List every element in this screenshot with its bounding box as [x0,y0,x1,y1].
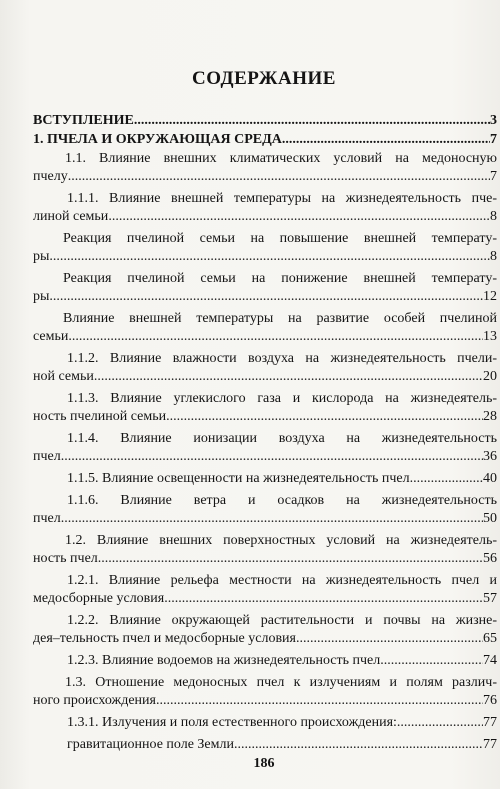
toc-entry-text: Влияние внешней температуры на развитие особей пчелиной [63,311,497,326]
toc-entry-text: медосборные условия [33,591,165,606]
toc-page-number: 3 [490,113,497,128]
toc-entry-text: 1.3.1. Излучения и поля естественного происхождения: [67,715,397,730]
leader-dots [234,736,483,754]
toc-entry [33,190,497,226]
toc-entry-text: 1.2. Влияние внешних поверхностных условий на жизнедеятель- [65,533,497,548]
toc-page-number: 13 [483,329,497,344]
leader-dots [397,714,483,732]
leader-dots [61,510,483,528]
toc-page-number: 28 [483,409,497,424]
toc-page-number: 20 [483,369,497,384]
toc-entry-text: 1.2.2. Влияние окружающей растительности и почвы на жизне- [67,613,497,628]
leader-dots [282,131,490,149]
toc-entry-text: ного происхождения [33,693,156,708]
toc-entry-text: семьи [33,329,69,344]
toc-entry-text: гравитационное поле Земли [67,737,234,752]
toc-entry-text: 1.1. Влияние внешних климатических условий на медоносную [65,151,497,166]
toc-page-number: 74 [483,653,497,668]
toc-entry-text: ность пчелиной семьи [33,409,167,424]
toc-entry [33,674,497,710]
toc-entry [33,390,497,426]
toc-entry [33,230,497,266]
toc-entry-text: ры [33,289,50,304]
leader-dots [166,408,483,426]
leader-dots [134,112,490,130]
toc-entry-text: 1.1.3. Влияние углекислого газа и кислорода на жизнедеятель- [67,391,497,406]
leader-dots [49,288,483,306]
page-title: СОДЕРЖАНИЕ [192,68,336,89]
toc-entry [33,652,497,670]
toc-entry [33,310,497,346]
toc-entry-text: 1.1.6. Влияние ветра и осадков на жизнедеятельность [67,493,497,508]
leader-dots [94,368,483,386]
toc-page-number: 76 [483,693,497,708]
leader-dots [68,328,483,346]
leader-dots [108,208,490,226]
toc-entry [33,714,497,732]
table-of-contents [33,112,497,758]
toc-page-number: 77 [483,715,497,730]
toc-page-number: 8 [490,209,497,224]
leader-dots [410,470,483,488]
toc-page-number: 65 [483,631,497,646]
toc-entry-text: 1. ПЧЕЛА И ОКРУЖАЮЩАЯ СРЕДА [33,132,282,147]
toc-entry-text: 1.1.1. Влияние внешней температуры на жизнедеятельность пче- [67,191,497,206]
toc-entry-text: Реакция пчелиной семьи на понижение внешней температу- [63,271,497,286]
leader-dots [68,168,490,186]
toc-page-number: 56 [483,551,497,566]
leader-dots [380,652,483,670]
toc-entry-text: 1.1.4. Влияние ионизации воздуха на жизнедеятельность [67,431,497,446]
leader-dots [98,550,483,568]
toc-entry-text: ность пчел [33,551,98,566]
toc-entry [33,350,497,386]
toc-page-number: 7 [490,169,497,184]
toc-page-number: 50 [483,511,497,526]
toc-page-number: 8 [490,249,497,264]
toc-entry-text: пчелу [33,169,68,184]
toc-page-number: 57 [483,591,497,606]
toc-entry [33,492,497,528]
toc-entry-text: Реакция пчелиной семьи на повышение внешней температу- [63,231,497,246]
toc-entry [33,532,497,568]
toc-entry [33,270,497,306]
toc-entry-text: пчел [33,449,61,464]
toc-page-number: 36 [483,449,497,464]
page-number: 186 [253,756,275,771]
toc-page-number: 77 [483,737,497,752]
toc-entry-text: 1.2.1. Влияние рельефа местности на жизнедеятельность пчел и [67,573,497,588]
toc-entry-text: линой семьи [33,209,109,224]
toc-entry-text: 1.1.5. Влияние освещенности на жизнедеятельность пчел [67,471,410,486]
leader-dots [61,448,483,466]
toc-entry-text: 1.3. Отношение медоносных пчел к излучениям и полям различ- [65,675,497,690]
toc-page-number: 12 [483,289,497,304]
toc-entry-text: 1.2.3. Влияние водоемов на жизнедеятельность пчел [67,653,381,668]
toc-entry-text: пчел [33,511,61,526]
toc-entry [33,612,497,648]
toc-entry [33,131,497,149]
toc-entry-text: ВСТУПЛЕНИЕ [33,113,134,128]
leader-dots [296,630,483,648]
toc-page-number: 7 [490,132,497,147]
leader-dots [49,248,490,266]
toc-entry [33,736,497,754]
toc-page-number: 40 [483,471,497,486]
toc-entry [33,150,497,186]
toc-entry [33,430,497,466]
leader-dots [164,590,483,608]
toc-entry-text: ной семьи [33,369,94,384]
leader-dots [156,692,483,710]
toc-entry [33,572,497,608]
toc-entry [33,470,497,488]
toc-entry-text: ры [33,249,50,264]
toc-entry-text: дея–тельность пчел и медосборные условия [33,631,296,646]
toc-entry [33,112,497,130]
toc-entry-text: 1.1.2. Влияние влажности воздуха на жизнедеятельность пчели- [67,351,497,366]
